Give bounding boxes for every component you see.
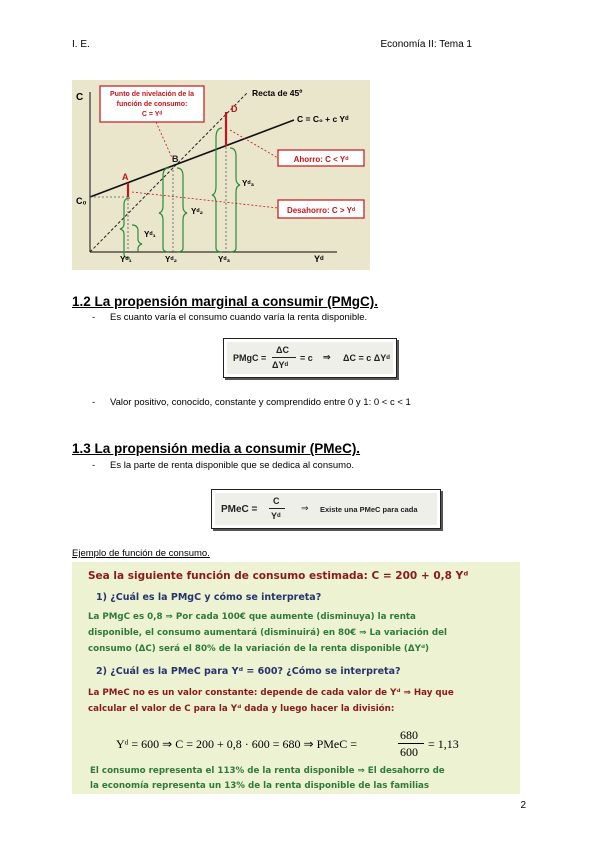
pmgc-numerator: ΔC [276, 345, 289, 355]
tick-y3: Yᵈ₃ [218, 255, 231, 264]
pmgc-rhs: ΔC = c ΔYᵈ [343, 353, 390, 363]
page-number: 2 [520, 800, 526, 811]
section-1-2-bullet-1 [92, 312, 367, 323]
example-conclusion-line1: El consumo representa el 113% de la renta disponible ⇒ El desahorro de [90, 766, 445, 776]
section-1-3-title: 1.3 La propensión media a consumir (PMeC). [72, 441, 361, 456]
example-q2: 2) ¿Cuál es la PMeC para Yᵈ = 600? ¿Cómo se interpreta? [96, 666, 401, 677]
header-left: I. E. [72, 39, 90, 50]
pmgc-eq-c: = c [300, 353, 313, 363]
calc-denominator: 600 [400, 745, 418, 759]
pmgc-lhs: PMgC = [233, 353, 267, 363]
calc-fraction-bar [398, 743, 424, 744]
example-calculation [116, 728, 516, 762]
consumption-graph-svg [72, 80, 370, 270]
consumption-line [90, 120, 294, 197]
dissaving-pointer [132, 192, 278, 208]
section-1-2-bullet-2-text: Valor positivo, conocido, constante y comprendido entre 0 y 1: 0 < c < 1 [110, 397, 411, 408]
brace-y3-right [230, 148, 240, 252]
leveling-box-line1: Punto de nivelación de la [109, 91, 195, 98]
calc-result: = 1,13 [428, 737, 459, 751]
example-a1-line1: La PMgC es 0,8 ⇒ Por cada 100€ que aumente (disminuya) la renta [88, 612, 416, 622]
brace-y2-label: Yᵈ₂ [191, 207, 204, 216]
pmec-rhs: Existe una PMeC para cada [320, 505, 418, 514]
example-conclusion-line2: la economía representa un 13% de la renta disponible de las familias [90, 781, 430, 791]
pmec-fraction-bar [269, 508, 285, 509]
line-45-label: Recta de 45º [252, 88, 303, 98]
brace-y3-left [212, 128, 222, 252]
pmec-lhs: PMeC = [221, 504, 258, 515]
pmec-denominator: Yᵈ [271, 511, 281, 521]
section-1-3-bullet-1-text: Es la parte de renta disponible que se dedica al consumo. [110, 460, 354, 471]
brace-y1-right [132, 225, 142, 252]
pmgc-formula [227, 342, 393, 374]
leveling-box-line3: C = Yᵈ [141, 111, 163, 118]
point-d: D [231, 104, 238, 114]
pmgc-denominator: ΔYᵈ [272, 360, 288, 370]
header-right: Economía II: Tema 1 [380, 39, 472, 50]
section-1-3-bullet-1 [92, 460, 354, 471]
pmec-numerator: C [273, 496, 280, 506]
brace-y1-label: Yᵈ₁ [144, 230, 156, 239]
example-q1: 1) ¿Cuál es la PMgC y cómo se interpreta? [96, 592, 322, 603]
bullet-dash: - [92, 460, 96, 471]
pmec-formula-box [211, 489, 441, 529]
pmgc-fraction-bar [272, 357, 296, 358]
calc-left: Yᵈ = 600 ⇒ C = 200 + 0,8 · 600 = 680 ⇒ PMeC = [116, 737, 358, 751]
bullet-dash: - [92, 312, 96, 323]
example-a2-line2: calcular el valor de C para la Yᵈ dada y luego hacer la división: [88, 704, 395, 714]
consumption-graph [72, 80, 370, 270]
brace-y2-right [177, 168, 187, 252]
section-1-2-title: 1.2 La propensión marginal a consumir (PMgC). [72, 294, 379, 309]
point-a: A [122, 172, 129, 182]
y-axis-label: C [76, 92, 84, 103]
intercept-label: C₀ [76, 196, 87, 206]
calc-numerator: 680 [400, 728, 418, 742]
example-a1-line3: consumo (ΔC) será el 80% de la variación de la renta disponible (ΔYᵈ) [88, 644, 430, 654]
example-heading: Sea la siguiente función de consumo estimada: C = 200 + 0,8 Yᵈ [88, 570, 469, 582]
section-1-2-bullet-1-text: Es cuanto varía el consumo cuando varía la renta disponible. [110, 312, 368, 323]
pmgc-formula-box [223, 338, 397, 378]
brace-y1-left [120, 198, 130, 258]
leveling-box-line2: función de consumo: [116, 101, 188, 108]
tick-y1: Yᵈ₁ [120, 255, 132, 264]
bullet-dash: - [92, 397, 96, 408]
example-caption: Ejemplo de función de consumo. [72, 548, 210, 559]
saving-pointer [230, 130, 278, 158]
example-a2-line1: La PMeC no es un valor constante: depende de cada valor de Yᵈ ⇒ Hay que [88, 688, 454, 698]
tick-y2: Yᵈ₂ [165, 255, 178, 264]
example-panel [72, 562, 520, 794]
x-axis-label: Yᵈ [314, 254, 324, 264]
pmgc-arrow: ⇒ [323, 352, 331, 362]
saving-box-label: Ahorro: C < Yᵈ [293, 155, 349, 164]
example-a1-line2: disponible, el consumo aumentará (disminuirá) en 80€ ⇒ La variación del [88, 628, 447, 638]
pmec-arrow: ⇒ [301, 503, 309, 513]
consumption-line-label: C = C₀ + c Yᵈ [297, 114, 349, 124]
section-1-2-bullet-2 [92, 397, 411, 408]
point-b: B [172, 154, 179, 164]
dissaving-box-label: Desahorro: C > Yᵈ [286, 206, 356, 215]
leveling-pointer [156, 122, 173, 160]
pmec-formula [215, 493, 437, 525]
brace-y3-label: Yᵈ₃ [242, 179, 255, 188]
